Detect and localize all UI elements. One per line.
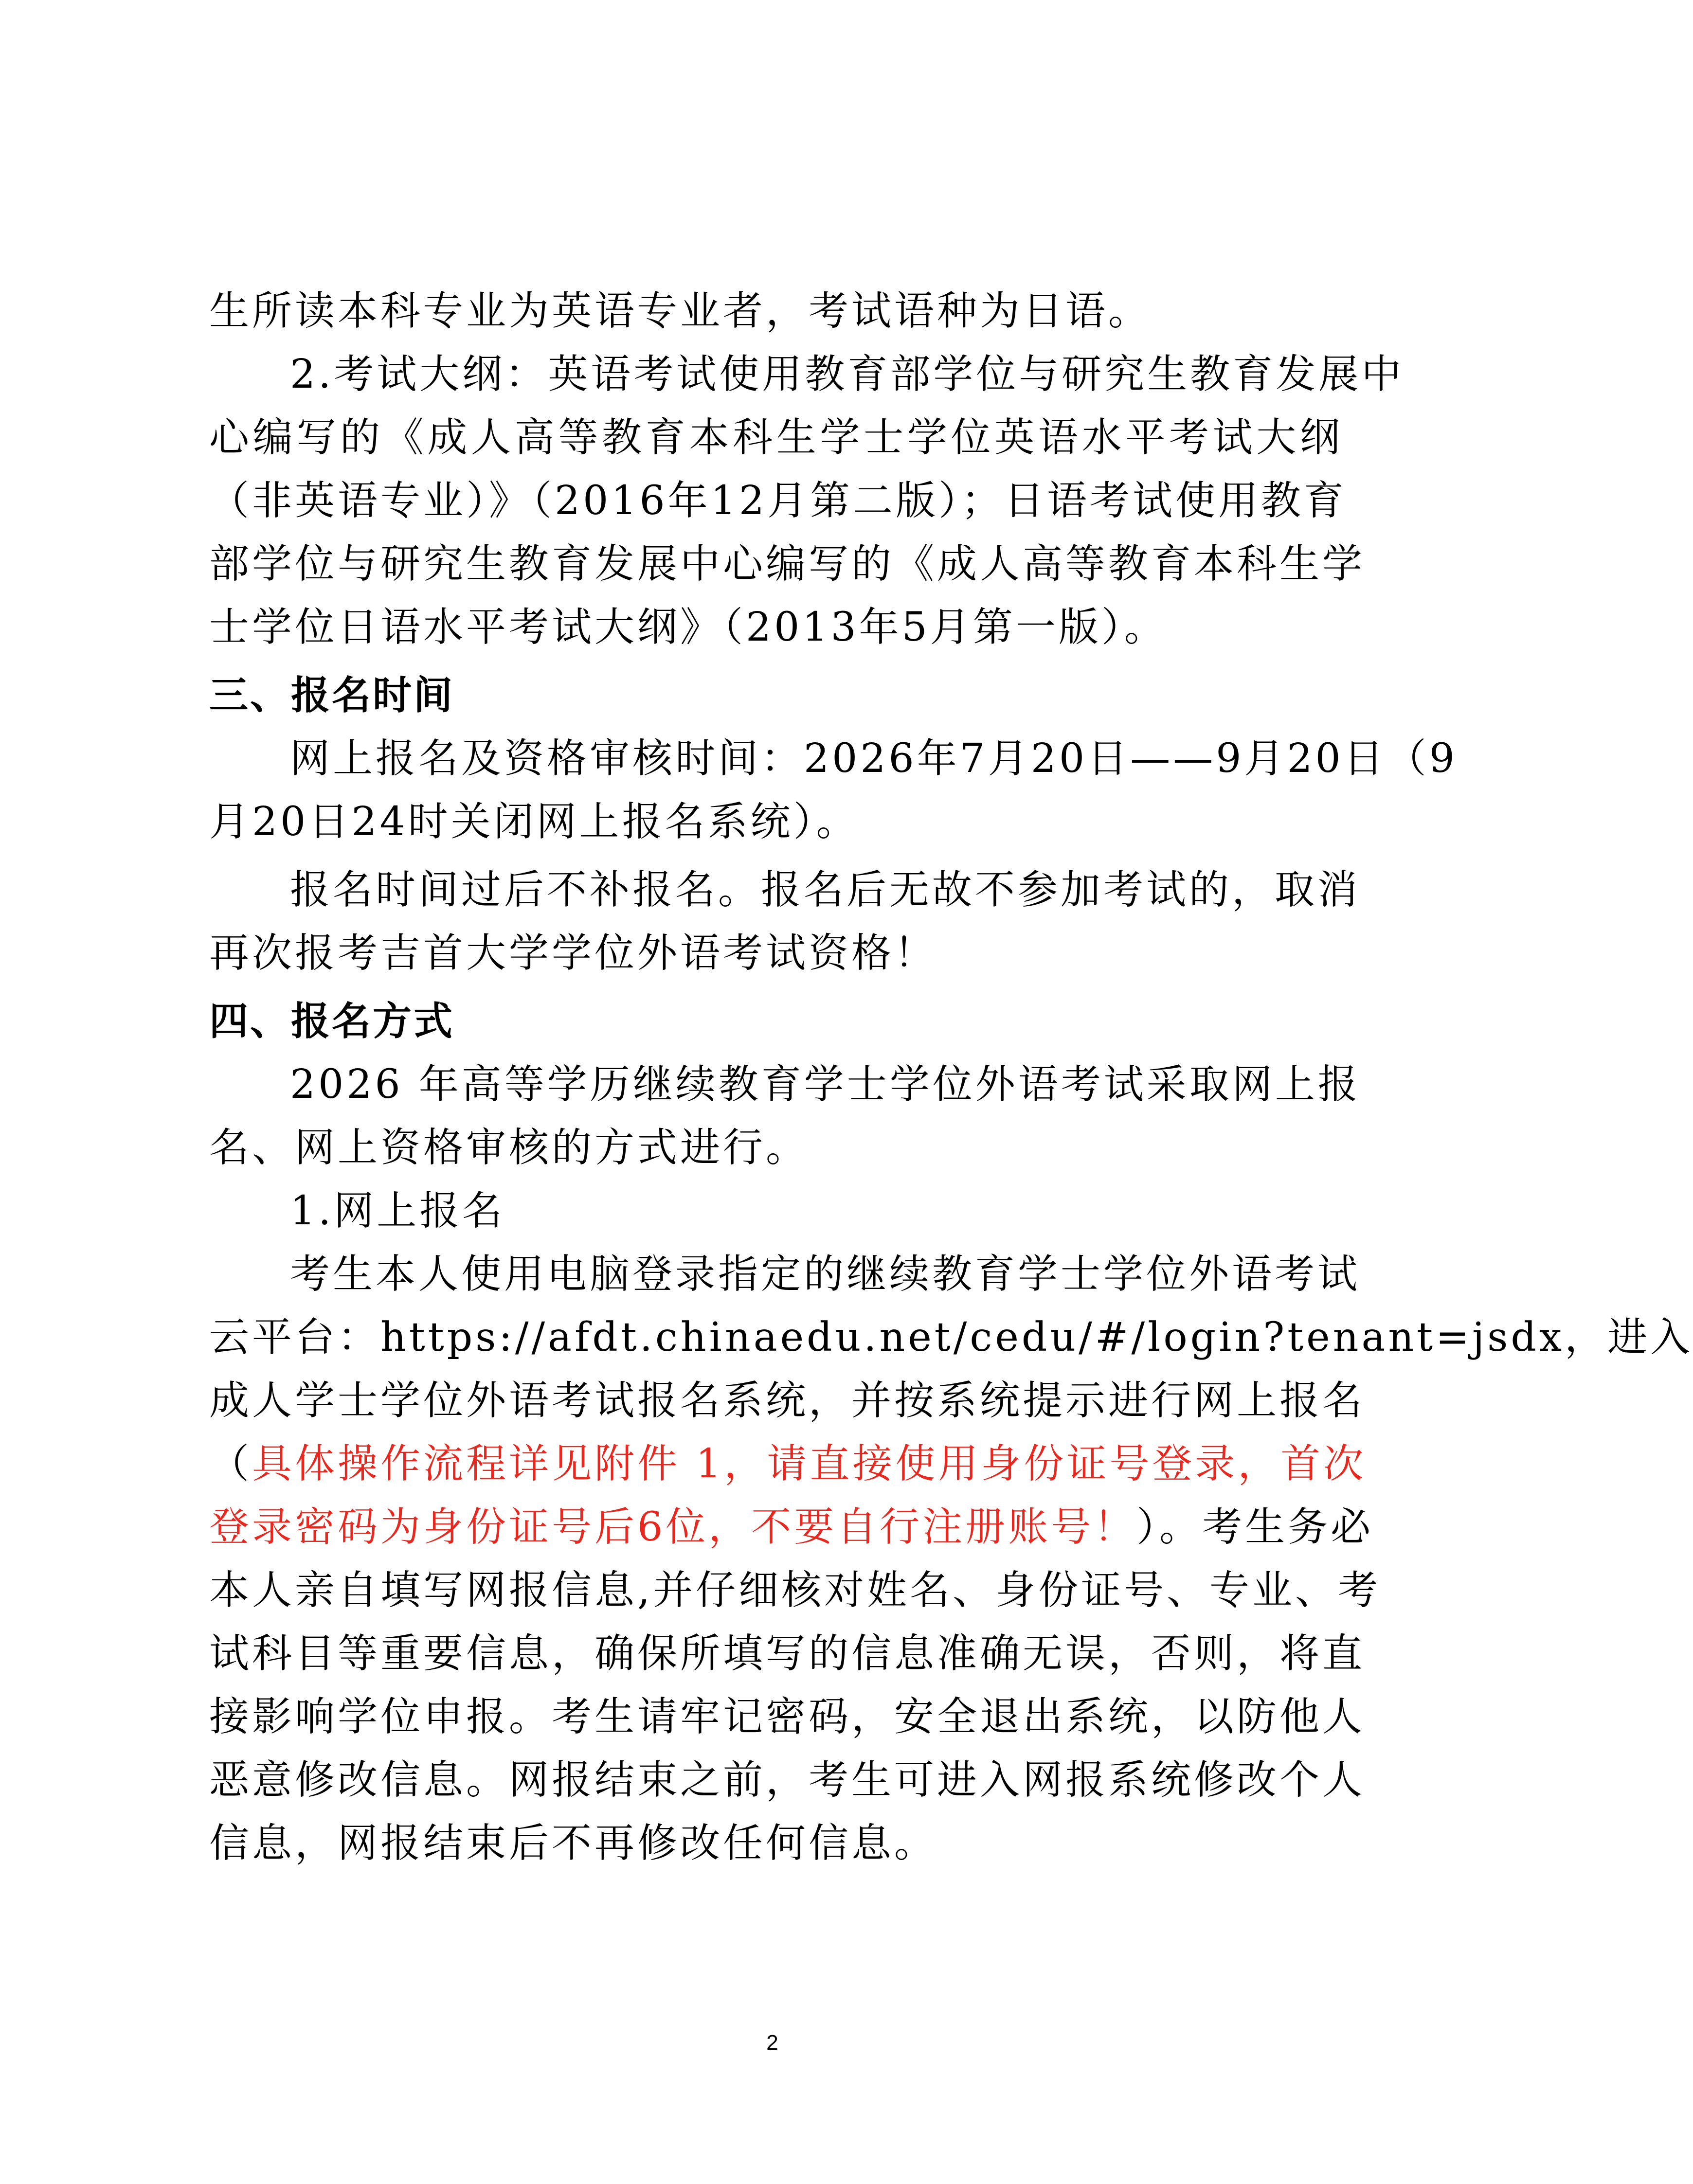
section-heading-3: 三、报名时间	[209, 673, 454, 718]
paragraph-line: 网上报名及资格审核时间：2026年7月20日——9月20日（9	[290, 735, 1458, 782]
paragraph-line: 恶意修改信息。网报结束之前，考生可进入网报系统修改个人	[209, 1757, 1366, 1803]
paragraph-line: 士学位日语水平考试大纲》（2013年5月第一版）。	[209, 604, 1167, 650]
paragraph-line: 月20日24时关闭网上报名系统）。	[209, 799, 859, 845]
paragraph-line: 2.考试大纲：英语考试使用教育部学位与研究生教育发展中	[290, 351, 1405, 397]
paragraph-line: 部学位与研究生教育发展中心编写的《成人高等教育本科生学	[209, 541, 1366, 587]
paragraph-line: （非英语专业）》（2016年12月第二版）；日语考试使用教育	[209, 478, 1347, 524]
paragraph-line: 考生本人使用电脑登录指定的继续教育学士学位外语考试	[290, 1251, 1361, 1297]
highlighted-instruction: 具体操作流程详见附件 1，请直接使用身份证号登录，首次	[252, 1441, 1367, 1487]
subheading-online-registration: 1.网上报名	[290, 1188, 505, 1234]
paragraph-line: 接影响学位申报。考生请牢记密码，安全退出系统，以防他人	[209, 1694, 1366, 1740]
section-heading-4: 四、报名方式	[209, 999, 454, 1044]
paragraph-line: 心编写的《成人高等教育本科生学士学位英语水平考试大纲	[209, 414, 1343, 461]
open-paren: （	[209, 1441, 252, 1487]
paragraph-line: 信息，网报结束后不再修改任何信息。	[209, 1820, 937, 1866]
paragraph-line: 2026 年高等学历继续教育学士学位外语考试采取网上报	[290, 1061, 1361, 1108]
paragraph-line: 成人学士学位外语考试报名系统，并按系统提示进行网上报名	[209, 1378, 1366, 1424]
paragraph-line: 本人亲自填写网报信息,并仔细核对姓名、身份证号、专业、考	[209, 1567, 1381, 1613]
highlighted-instruction: 登录密码为身份证号后6位，不要自行注册账号！	[209, 1504, 1137, 1550]
paragraph-line: 名、网上资格审核的方式进行。	[209, 1125, 809, 1171]
paragraph-line: 再次报考吉首大学学位外语考试资格！	[209, 930, 937, 976]
paragraph-line	[209, 1440, 1367, 1488]
paragraph-line: 报名时间过后不补报名。报名后无故不参加考试的，取消	[290, 867, 1361, 913]
paragraph-line	[209, 1503, 1374, 1552]
document-page	[209, 0, 1693, 2184]
paragraph-line: 生所读本科专业为英语专业者，考试语种为日语。	[209, 288, 1152, 334]
paragraph-line: 试科目等重要信息，确保所填写的信息准确无误，否则，将直	[209, 1630, 1366, 1677]
text-segment: ）。考生务必	[1136, 1504, 1374, 1550]
paragraph-line-with-url: 云平台：https://afdt.chinaedu.net/cedu/#/login?tenant=jsdx，进入	[209, 1314, 1693, 1361]
page-number: 2	[766, 2031, 778, 2055]
